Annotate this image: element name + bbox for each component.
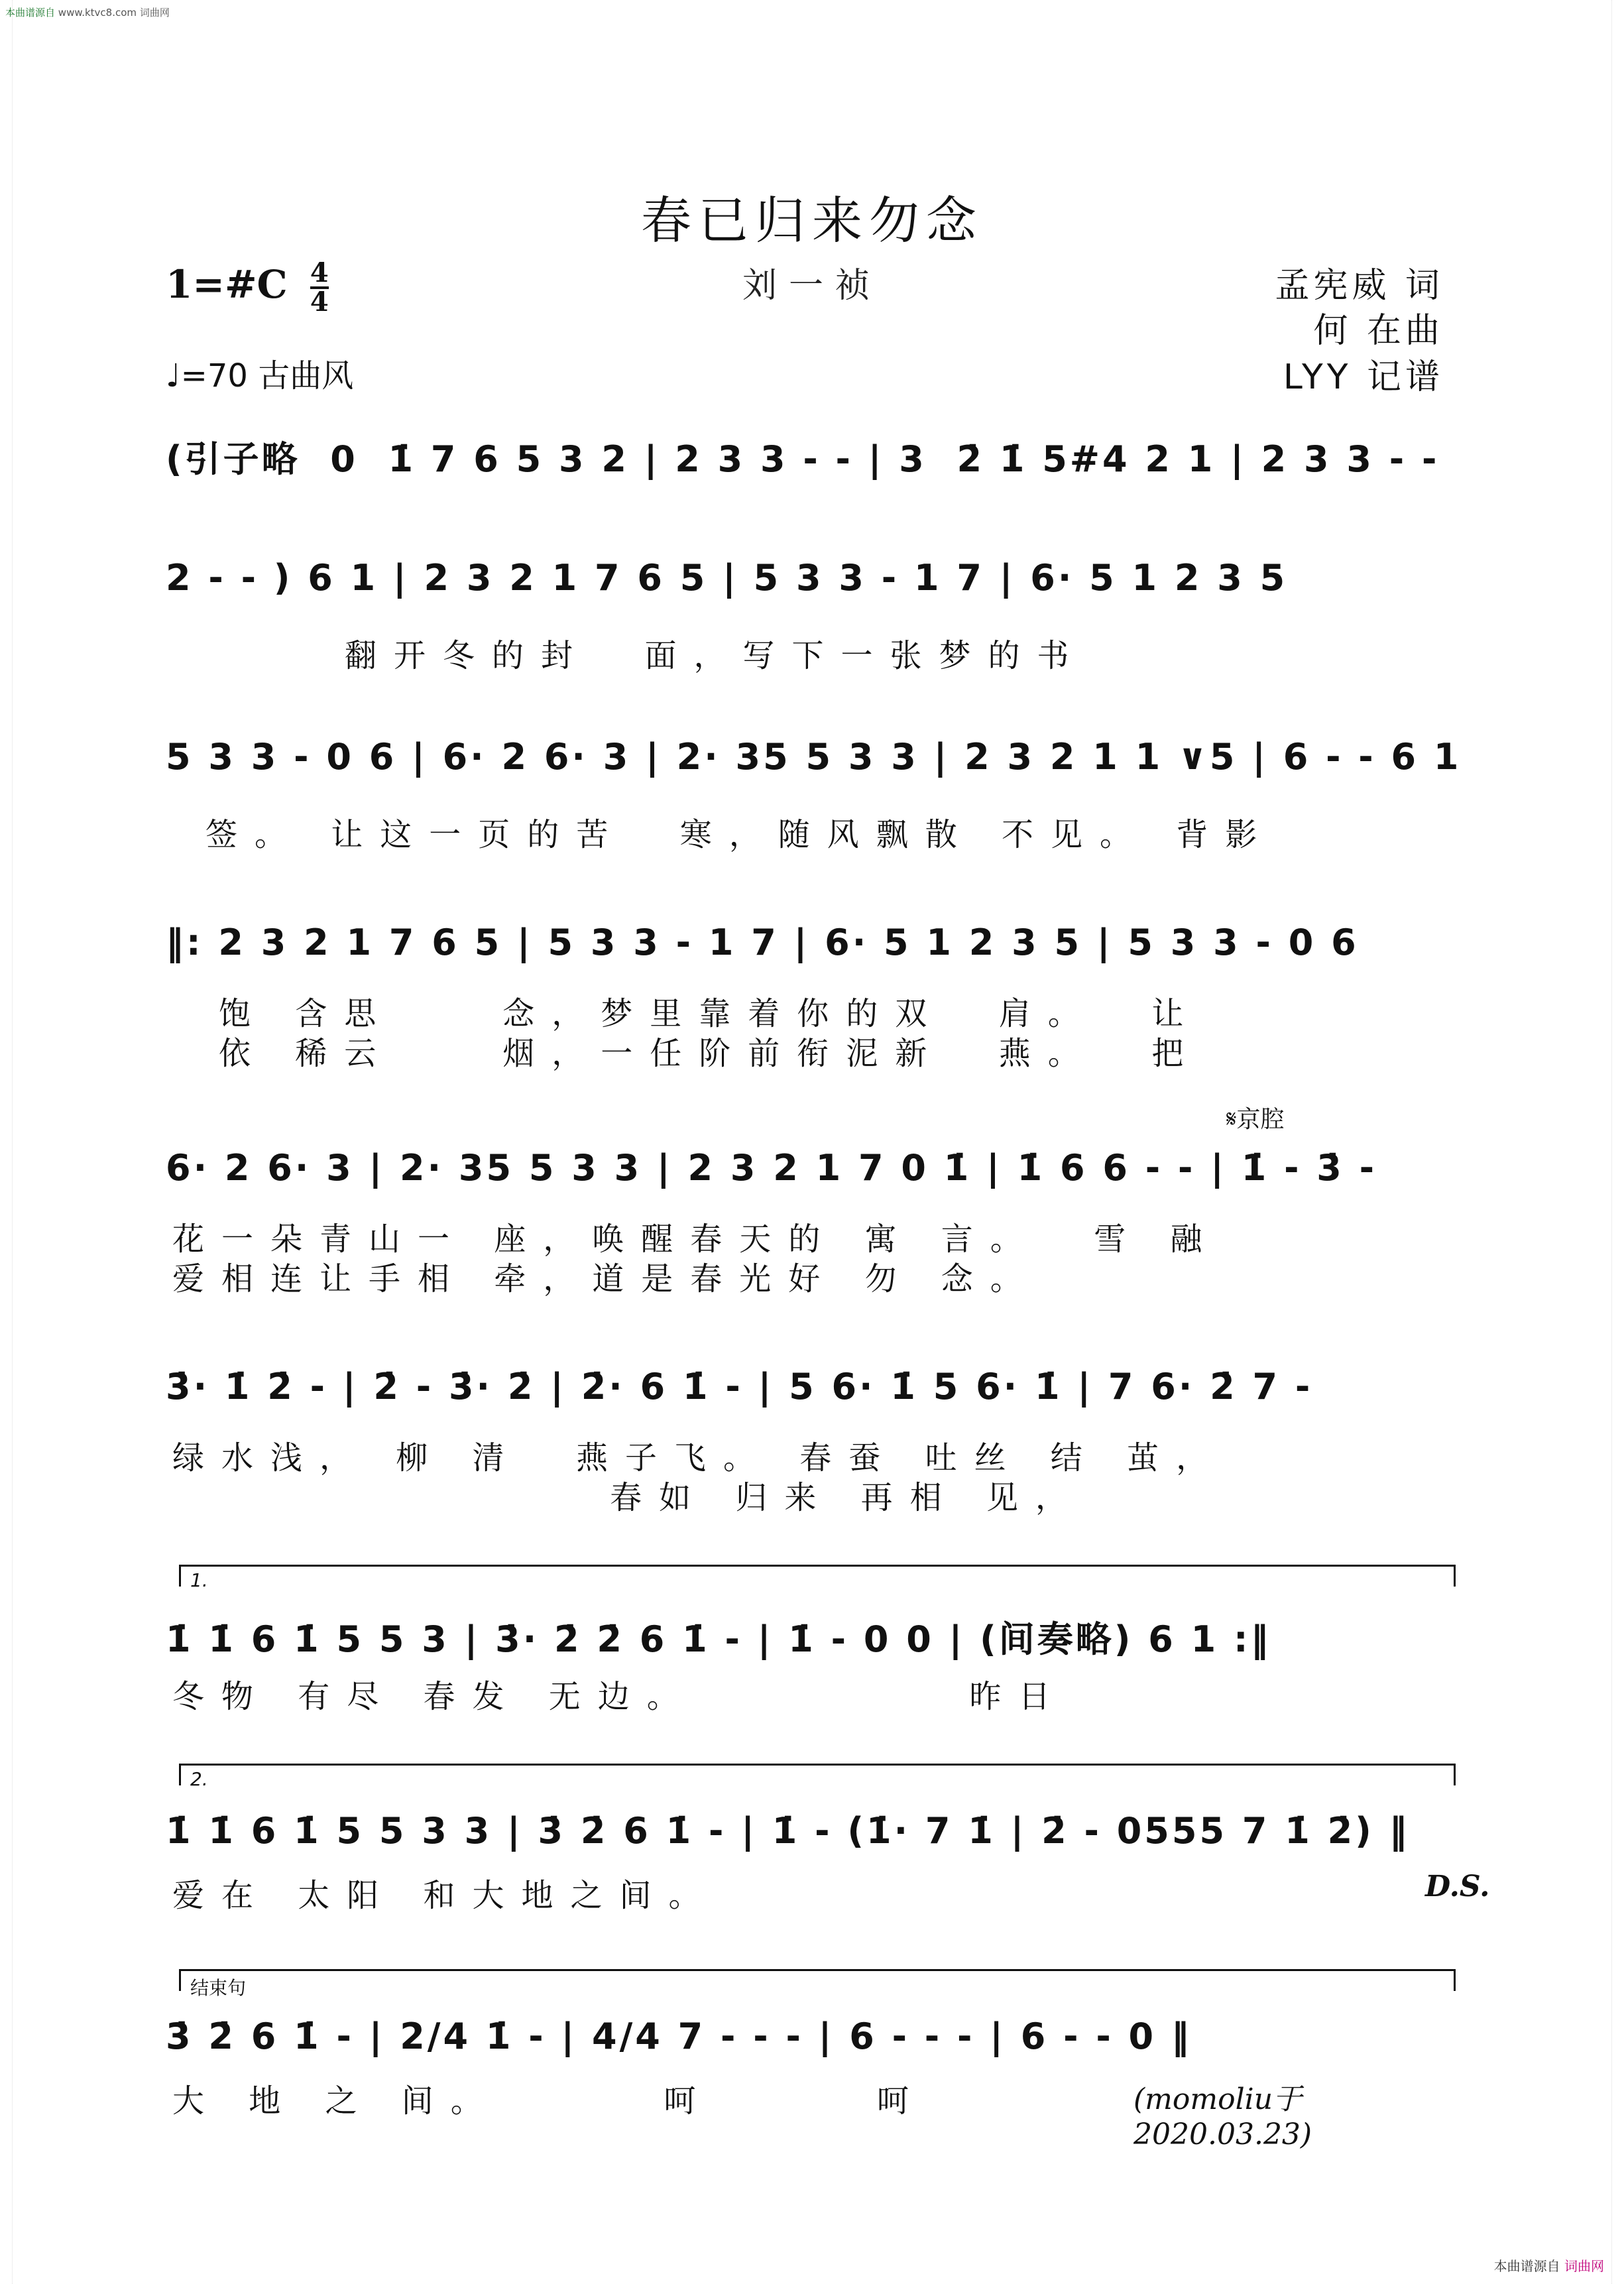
transcriber-credit: LYY 记谱 <box>1283 357 1444 397</box>
notes-line-8: 1̇ 1̇ 6 1̇ 5 5 3 3 | 3̇ 2̇ 6 1̇ - | 1̇ - (1̇· 7 1̇ | 2̇ - 0555 7 1̇ 2̇) ‖ <box>166 1810 1410 1852</box>
quarter-note-icon: ♩ <box>166 357 181 394</box>
lyrics-line-5b: 爱相连让手相 牵，道是春光好 勿 念。 <box>172 1260 1039 1297</box>
notes-line-9: 3̇ 2̇ 6 1̇ - | 2/4 1̇ - | 4/4 7 - - - | 6 - - - | 6 - - 0 ‖ <box>166 2015 1192 2057</box>
top-source-note <box>5 5 170 19</box>
bottom-source-site[interactable]: 词曲网 <box>1564 2258 1604 2274</box>
lyrics-line-6b: 春如 归来 再相 见， <box>172 1479 1084 1516</box>
ds-mark: D.S. <box>1425 1870 1490 1903</box>
lyrics-line-4a: 饱 含思 念，梦里靠着你的双 肩。 让 <box>219 995 1201 1032</box>
lyrics-line-9: 大 地 之 间。 呵 呵 <box>172 2082 926 2120</box>
top-source-url[interactable]: www.ktvc8.com <box>58 7 137 19</box>
time-signature <box>310 257 329 318</box>
left-margin-strip <box>0 0 13 2284</box>
top-source-brand: 本曲谱源自 <box>5 7 56 19</box>
time-numerator: 4 <box>310 257 329 288</box>
tempo-value: =70 古曲风 <box>180 357 354 394</box>
notes-line-6: 3̇· 1̇ 2̇ - | 2̇ - 3̇· 2̇ | 2̇· 6 1̇ - | 5 6· 1̇ 5 6· 1̇ | 7 6· 2̇ 7 - <box>166 1366 1313 1408</box>
top-source-site: 词曲网 <box>139 7 170 19</box>
right-margin-strip <box>1611 0 1624 2284</box>
key-signature <box>166 257 329 318</box>
notes-line-5: 6· 2 6· 3 | 2· 35 5 3 3 | 2 3 2 1 7 0 1̇ | 1̇ 6 6 - - | 1̇ - 3̇ - <box>166 1147 1377 1189</box>
ending-tag: 结束句 <box>190 1977 247 1999</box>
lyrics-line-6a: 绿水浅， 柳 清 燕子飞。 春蚕 吐丝 结 茧， <box>172 1439 1226 1476</box>
lyrics-line-5a: 花一朵青山一 座，唤醒春天的 寓 言。 雪 融 <box>172 1221 1220 1258</box>
lyrics-line-3: 签。 让这一页的苦 寒，随风飘散 不见。 背影 <box>205 816 1275 853</box>
ending-bracket <box>179 1969 1456 1999</box>
lyricist-credit: 孟宪威 词 <box>1275 266 1444 306</box>
volta-1-bracket <box>179 1565 1456 1591</box>
segno-tag-text: 京腔 <box>1236 1106 1285 1133</box>
composer-credit: 何 在曲 <box>1313 311 1444 351</box>
volta-1-label: 1. <box>190 1569 208 1591</box>
volta-2-bracket <box>179 1764 1456 1790</box>
lyrics-line-4b: 依 稀云 烟，一任阶前衔泥新 燕。 把 <box>219 1035 1201 1072</box>
notes-line-3: 5 3 3 - 0 6 | 6· 2 6· 3 | 2· 35 5 3 3 | 2 3 2 1 1 ∨5 | 6 - - 6 1 <box>166 736 1462 778</box>
bottom-source-brand: 本曲谱源自 <box>1493 2258 1560 2274</box>
tempo-mark <box>166 350 353 396</box>
notes-line-1: (引子略 0 1̇ 7 6 5 3 2 | 2 3 3 - - | 3 2̇ 1̇ 5#4 2 1 | 2 3 3 - - <box>166 438 1440 480</box>
time-denominator: 4 <box>310 286 329 318</box>
segno-icon: 𝄋 <box>1226 1106 1237 1133</box>
notes-line-2: 2 - - ) 6 1 | 2 3 2 1 7 6 5 | 5 3 3 - 1 7 | 6· 5 1 2 3 5 <box>166 557 1288 599</box>
lyrics-line-7: 冬物 有尽 春发 无边。 昨日 <box>172 1678 1068 1715</box>
lyrics-line-2: 翻开冬的封 面，写下一张梦的书 <box>345 637 1086 674</box>
transcriber-signature: (momoliu于2020.03.23) <box>1133 2082 1312 2151</box>
bottom-source-note <box>1494 2255 1604 2275</box>
notes-line-7: 1̇ 1̇ 6 1̇ 5 5 3 | 3̇· 2̇ 2̇ 6 1̇ - | 1̇ - 0 0 | (间奏略) 6 1 :‖ <box>166 1618 1271 1660</box>
notes-line-4: ‖: 2 3 2 1 7 6 5 | 5 3 3 - 1 7 | 6· 5 1 2 3 5 | 5 3 3 - 0 6 <box>166 922 1359 963</box>
singer: 刘一祯 <box>742 266 882 306</box>
segno-tag <box>1226 1101 1285 1134</box>
key-label: 1=#C <box>166 262 288 307</box>
song-title: 春已归来勿念 <box>641 191 983 250</box>
volta-2-label: 2. <box>190 1768 208 1790</box>
lyrics-line-8: 爱在 太阳 和大地之间。 <box>172 1877 718 1914</box>
